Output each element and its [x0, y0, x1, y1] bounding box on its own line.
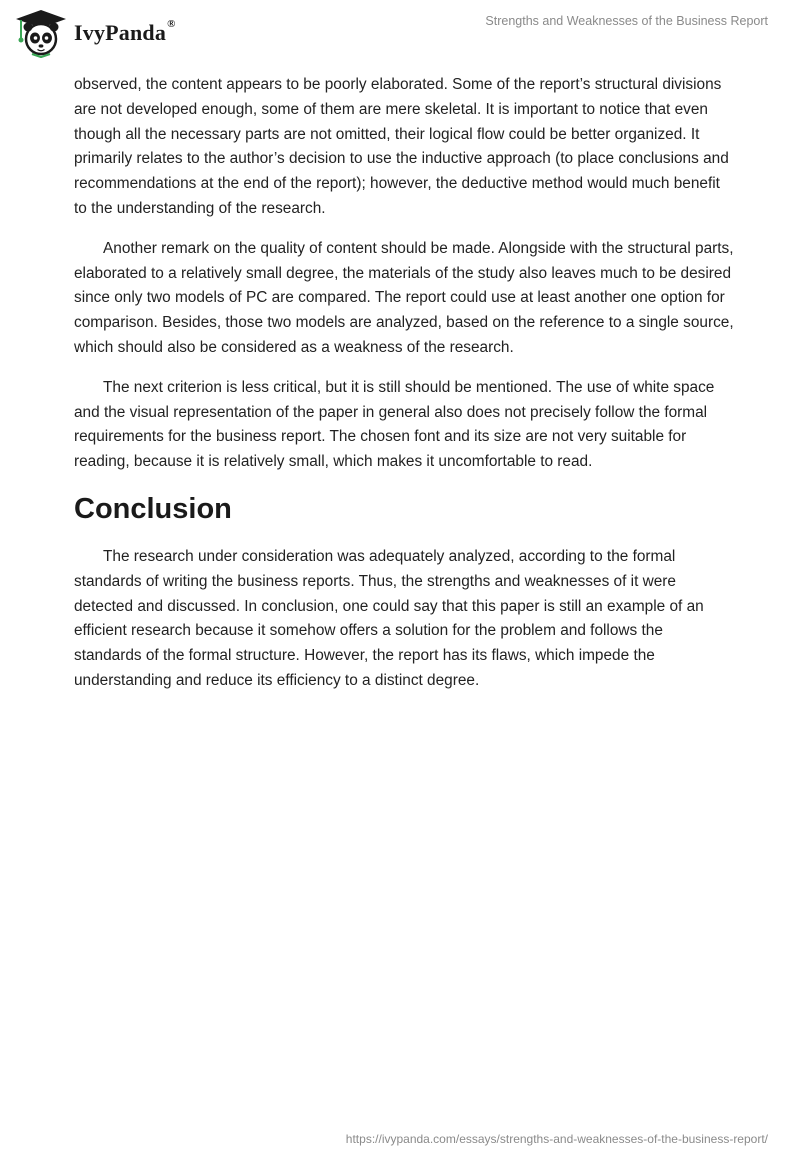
- paragraph-2: Another remark on the quality of content should be made. Alongside with the structural parts, elaborated to a relatively small degree, the materials of the study also leaves much to be desired since only two models of PC are compared. The report could use at least another one option for comparison. Besides, those two models are analyzed, based on the reference to a single source, which should also be considered as a weakness of the research.: [74, 239, 734, 356]
- conclusion-heading: Conclusion: [74, 492, 232, 525]
- registered-mark: ®: [167, 18, 176, 30]
- document-body: [74, 73, 734, 709]
- paragraph-3: The next criterion is less critical, but it is still should be mentioned. The use of white space and the visual representation of the paper in general also does not precisely follow the formal requirements for the business report. The chosen font and its size are not very suitable for reading, because it is relatively small, which makes it uncomfortable to read.: [74, 378, 715, 471]
- logo-text: IvyPanda: [74, 20, 167, 45]
- logo-wordmark: [74, 20, 176, 46]
- source-url[interactable]: https://ivypanda.com/essays/strengths-and-weaknesses-of-the-business-report/: [345, 1132, 768, 1146]
- running-title: Strengths and Weaknesses of the Business Report: [485, 14, 768, 28]
- panda-logo-icon: [14, 8, 68, 58]
- conclusion-paragraph: The research under consideration was adequately analyzed, according to the formal standards of writing the business reports. Thus, the strengths and weaknesses of it were detected and discussed. In conclusion, one could say that this paper is still an example of an efficient research because it somehow offers a solution for the problem and follows the standards of the formal structure. However, the report has its flaws, which impede the understanding and reduce its efficiency to a distinct degree.: [74, 547, 704, 689]
- ivypanda-logo[interactable]: [14, 8, 176, 58]
- page-header: [0, 0, 800, 64]
- paragraph-1: observed, the content appears to be poorly elaborated. Some of the report’s structural divisions are not developed enough, some of them are mere skeletal. It is important to notice that even though all the necessary parts are not omitted, their logical flow could be better organized. It primarily relates to the author’s decision to use the inductive approach (to place conclusions and recommendations at the end of the report); however, the deductive method would much benefit to the understanding of the research.: [74, 76, 729, 217]
